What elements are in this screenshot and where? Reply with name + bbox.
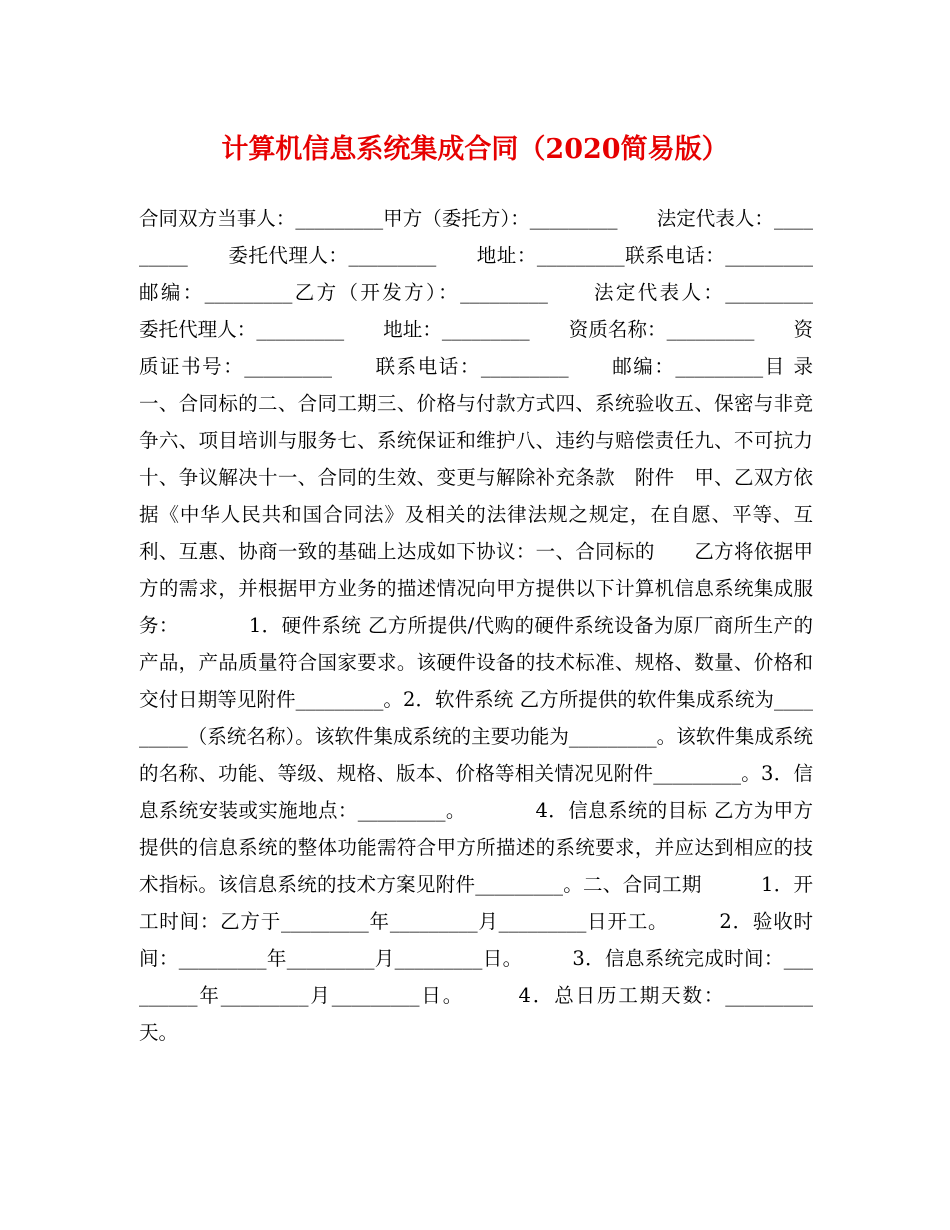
contract-body-text: 合同双方当事人：_________甲方（委托方）：_________ 法定代表人：_________ 委托代理人：_________ 地址：_________联系电话：_________ 邮编：_________乙方（开发方）：_________ 法定代表人：_________ 委托代理人：_________ 地址：_________ 资质名称：_________ 资质证书号：_________ 联系电话：_________ 邮编：_________目 录 一、合同标的二、合同工期三、价格与付款方式四、系统验收五、保密与非竞争六、项目培训与服务七、系统保证和维护八、违约与赔偿责任九、不可抗力十、争议解决十一、合同的生效、变更与解除补充条款 附件 甲、乙双方依据《中华人民共和国合同法》及相关的法律法规之规定，在自愿、平等、互利、互惠、协商一致的基础上达成如下协议：一、合同标的 乙方将依据甲方的需求，并根据甲方业务的描述情况向甲方提供以下计算机信息系统集成服务： 1．硬件系统 乙方所提供/代购的硬件系统设备为原厂商所生产的产品，产品质量符合国家要求。该硬件设备的技术标准、规格、数量、价格和交付日期等见附件_________。2．软件系统 乙方所提供的软件集成系统为_________（系统名称）。该软件集成系统的主要功能为_________。该软件集成系统的名称、功能、等级、规格、版本、价格等相关情况见附件_________。3．信息系统安装或实施地点：_________。 4．信息系统的目标 乙方为甲方提供的信息系统的整体功能需符合甲方所描述的系统要求，并应达到相应的技术指标。该信息系统的技术方案见附件_________。二、合同工期 1．开工时间：乙方于_________年_________月_________日开工。 2．验收时间：_________年_________月_________日。 3．信息系统完成时间：_________年_________月_________日。 4．总日历工期天数：_________天。 — [139, 207, 853, 1044]
document-title: 计算机信息系统集成合同（2020简易版） — [221, 134, 729, 165]
